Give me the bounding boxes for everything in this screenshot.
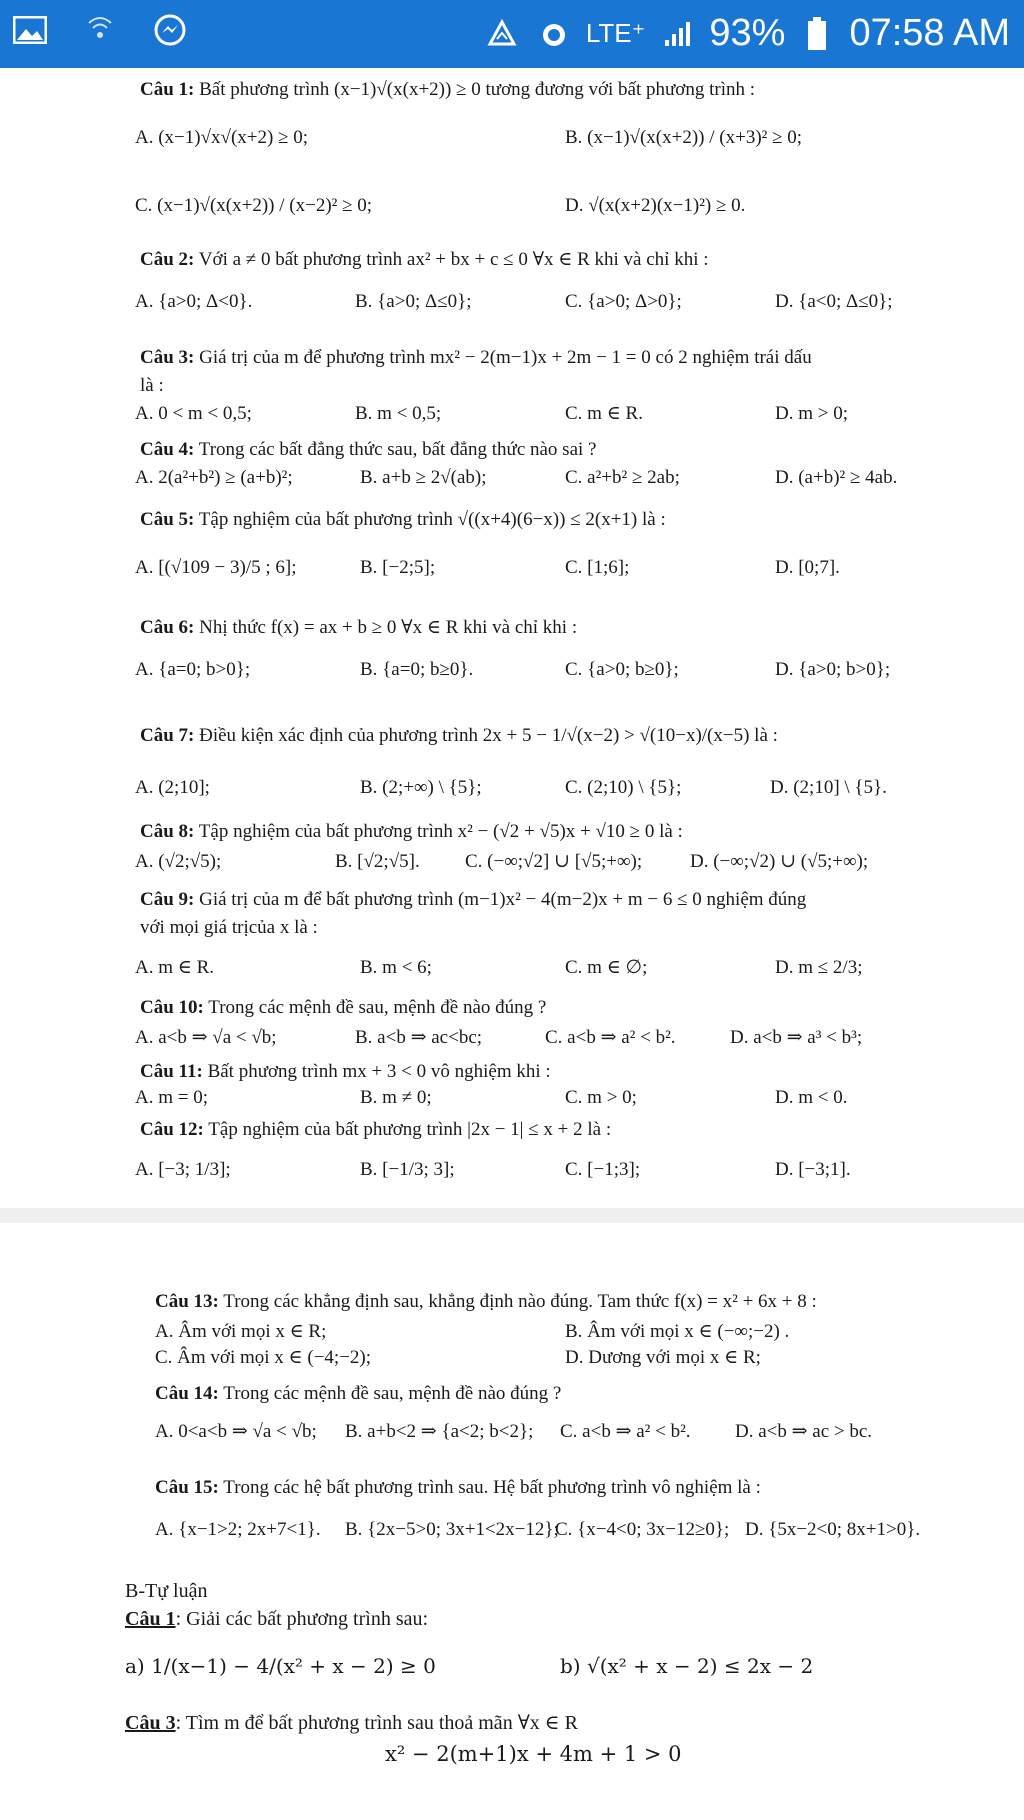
q13-option-b[interactable]: B. Âm với mọi x ∈ (−∞;−2) . (565, 1321, 790, 1342)
network-type: LTE⁺ (585, 18, 646, 48)
q1-option-a[interactable]: A. (x−1)√x√(x+2) ≥ 0; (135, 127, 309, 148)
q5-option-d[interactable]: D. [0;7]. (775, 557, 840, 578)
question-4: Câu 4: Trong các bất đẳng thức sau, bất đẳng thức nào sai ? (140, 439, 597, 460)
essay-q3-expression: x² − 2(m+1)x + 4m + 1 > 0 (385, 1742, 682, 1766)
q3-option-c[interactable]: C. m ∈ R. (565, 403, 643, 424)
q15-option-d[interactable]: D. {5x−2<0; 8x+1>0}. (745, 1519, 921, 1540)
question-14: Câu 14: Trong các mệnh đề sau, mệnh đề nào đúng ? (155, 1383, 562, 1404)
battery-percent: 93% (709, 12, 786, 54)
q12-option-b[interactable]: B. [−1/3; 3]; (360, 1159, 455, 1180)
q5-option-c[interactable]: C. [1;6]; (565, 557, 630, 578)
image-icon (10, 10, 50, 50)
q15-option-c[interactable]: C. {x−4<0; 3x−12≥0}; (555, 1519, 730, 1540)
question-3: Câu 3: Giá trị của m để phương trình mx² − 2(m−1)x + 2m − 1 = 0 có 2 nghiệm trái dấu (140, 347, 812, 368)
q9-option-c[interactable]: C. m ∈ ∅; (565, 957, 648, 978)
clock: 07:58 AM (849, 12, 1010, 54)
question-11: Câu 11: Bất phương trình mx + 3 < 0 vô nghiệm khi : (140, 1061, 551, 1082)
q5-option-b[interactable]: B. [−2;5]; (360, 557, 436, 578)
q4-option-b[interactable]: B. a+b ≥ 2√(ab); (360, 467, 487, 488)
q6-option-b[interactable]: B. {a=0; b≥0}. (360, 659, 474, 680)
question-1: Câu 1: Bất phương trình (x−1)√(x(x+2)) ≥ 0 tương đương với bất phương trình : (140, 79, 756, 100)
q14-option-b[interactable]: B. a+b<2 ⇒ {a<2; b<2}; (345, 1421, 534, 1442)
q9-option-d[interactable]: D. m ≤ 2/3; (775, 957, 863, 978)
q11-option-c[interactable]: C. m > 0; (565, 1087, 637, 1108)
q3-option-b[interactable]: B. m < 0,5; (355, 403, 442, 424)
q7-option-c[interactable]: C. (2;10) \ {5}; (565, 777, 682, 798)
q3-option-a[interactable]: A. 0 < m < 0,5; (135, 403, 252, 424)
q2-option-b[interactable]: B. {a>0; Δ≤0}; (355, 291, 472, 312)
status-bar (0, 0, 1024, 68)
essay-q1-part-b: b) √(x² + x − 2) ≤ 2x − 2 (560, 1654, 814, 1678)
q4-option-a[interactable]: A. 2(a²+b²) ≥ (a+b)²; (135, 467, 293, 488)
q11-option-b[interactable]: B. m ≠ 0; (360, 1087, 432, 1108)
essay-question-3: Câu 3: Tìm m để bất phương trình sau thoả mãn ∀x ∈ R (125, 1712, 578, 1734)
q11-option-d[interactable]: D. m < 0. (775, 1087, 848, 1108)
q10-option-d[interactable]: D. a<b ⇒ a³ < b³; (730, 1027, 863, 1048)
q3-option-d[interactable]: D. m > 0; (775, 403, 848, 424)
q2-option-a[interactable]: A. {a>0; Δ<0}. (135, 291, 253, 312)
q1-option-b[interactable]: B. (x−1)√(x(x+2)) / (x+3)² ≥ 0; (565, 127, 803, 148)
q14-option-a[interactable]: A. 0<a<b ⇒ √a < √b; (155, 1421, 317, 1442)
q6-option-c[interactable]: C. {a>0; b≥0}; (565, 659, 679, 680)
q7-option-a[interactable]: A. (2;10]; (135, 777, 210, 798)
question-13: Câu 13: Trong các khẳng định sau, khẳng định nào đúng. Tam thức f(x) = x² + 6x + 8 : (155, 1291, 817, 1312)
q12-option-d[interactable]: D. [−3;1]. (775, 1159, 851, 1180)
q14-option-d[interactable]: D. a<b ⇒ ac > bc. (735, 1421, 873, 1442)
q13-option-d[interactable]: D. Dương với mọi x ∈ R; (565, 1347, 761, 1368)
q7-option-d[interactable]: D. (2;10] \ {5}. (770, 777, 887, 798)
q10-option-c[interactable]: C. a<b ⇒ a² < b². (545, 1027, 676, 1048)
q8-option-b[interactable]: B. [√2;√5]. (335, 851, 420, 872)
q8-option-a[interactable]: A. (√2;√5); (135, 851, 222, 872)
q14-option-c[interactable]: C. a<b ⇒ a² < b². (560, 1421, 691, 1442)
q4-option-d[interactable]: D. (a+b)² ≥ 4ab. (775, 467, 898, 488)
q6-option-a[interactable]: A. {a=0; b>0}; (135, 659, 251, 680)
q2-option-d[interactable]: D. {a<0; Δ≤0}; (775, 291, 893, 312)
question-10: Câu 10: Trong các mệnh đề sau, mệnh đề nào đúng ? (140, 997, 547, 1018)
question-3-cont: là : (140, 375, 164, 396)
essay-section-title: B-Tự luận (125, 1580, 208, 1602)
battery-icon (797, 14, 837, 54)
q12-option-c[interactable]: C. [−1;3]; (565, 1159, 641, 1180)
q8-option-c[interactable]: C. (−∞;√2] ∪ [√5;+∞); (465, 851, 643, 872)
question-5: Câu 5: Tập nghiệm của bất phương trình √((x+4)(6−x)) ≤ 2(x+1) là : (140, 509, 666, 530)
question-9: Câu 9: Giá trị của m để bất phương trình (m−1)x² − 4(m−2)x + m − 6 ≤ 0 nghiệm đúng (140, 889, 807, 910)
question-7: Câu 7: Điều kiện xác định của phương trình 2x + 5 − 1/√(x−2) > √(10−x)/(x−5) là : (140, 725, 778, 746)
q9-option-a[interactable]: A. m ∈ R. (135, 957, 214, 978)
q8-option-d[interactable]: D. (−∞;√2) ∪ (√5;+∞); (690, 851, 869, 872)
q9-option-b[interactable]: B. m < 6; (360, 957, 432, 978)
q12-option-a[interactable]: A. [−3; 1/3]; (135, 1159, 231, 1180)
q7-option-b[interactable]: B. (2;+∞) \ {5}; (360, 777, 482, 798)
essay-q1-part-a: a) 1/(x−1) − 4/(x² + x − 2) ≥ 0 (125, 1654, 436, 1678)
q5-option-a[interactable]: A. [(√109 − 3)/5 ; 6]; (135, 557, 297, 578)
signal-icon (657, 14, 697, 54)
q6-option-d[interactable]: D. {a>0; b>0}; (775, 659, 891, 680)
q13-option-c[interactable]: C. Âm với mọi x ∈ (−4;−2); (155, 1347, 372, 1368)
question-15: Câu 15: Trong các hệ bất phương trình sau. Hệ bất phương trình vô nghiệm là : (155, 1477, 761, 1498)
q15-option-a[interactable]: A. {x−1>2; 2x+7<1}. (155, 1519, 321, 1540)
question-6: Câu 6: Nhị thức f(x) = ax + b ≥ 0 ∀x ∈ R khi và chỉ khi : (140, 617, 578, 638)
page-separator (0, 1208, 1024, 1223)
q2-option-c[interactable]: C. {a>0; Δ>0}; (565, 291, 682, 312)
q11-option-a[interactable]: A. m = 0; (135, 1087, 208, 1108)
question-9-cont: với mọi giá trịcủa x là : (140, 917, 318, 938)
data-saver-icon (482, 14, 522, 54)
wifi-call-icon (80, 10, 120, 50)
q4-option-c[interactable]: C. a²+b² ≥ 2ab; (565, 467, 680, 488)
messenger-icon (150, 10, 190, 50)
q1-option-c[interactable]: C. (x−1)√(x(x+2)) / (x−2)² ≥ 0; (135, 195, 373, 216)
q10-option-a[interactable]: A. a<b ⇒ √a < √b; (135, 1027, 277, 1048)
alarm-icon (534, 14, 574, 54)
q15-option-b[interactable]: B. {2x−5>0; 3x+1<2x−12}; (345, 1519, 559, 1540)
q1-option-d[interactable]: D. √(x(x+2)(x−1)²) ≥ 0. (565, 195, 746, 216)
question-2: Câu 2: Với a ≠ 0 bất phương trình ax² + bx + c ≤ 0 ∀x ∈ R khi và chỉ khi : (140, 249, 709, 270)
question-8: Câu 8: Tập nghiệm của bất phương trình x² − (√2 + √5)x + √10 ≥ 0 là : (140, 821, 683, 842)
q10-option-b[interactable]: B. a<b ⇒ ac<bc; (355, 1027, 483, 1048)
question-12: Câu 12: Tập nghiệm của bất phương trình |2x − 1| ≤ x + 2 là : (140, 1119, 612, 1140)
essay-question-1: Câu 1: Giải các bất phương trình sau: (125, 1608, 429, 1630)
q13-option-a[interactable]: A. Âm với mọi x ∈ R; (155, 1321, 327, 1342)
